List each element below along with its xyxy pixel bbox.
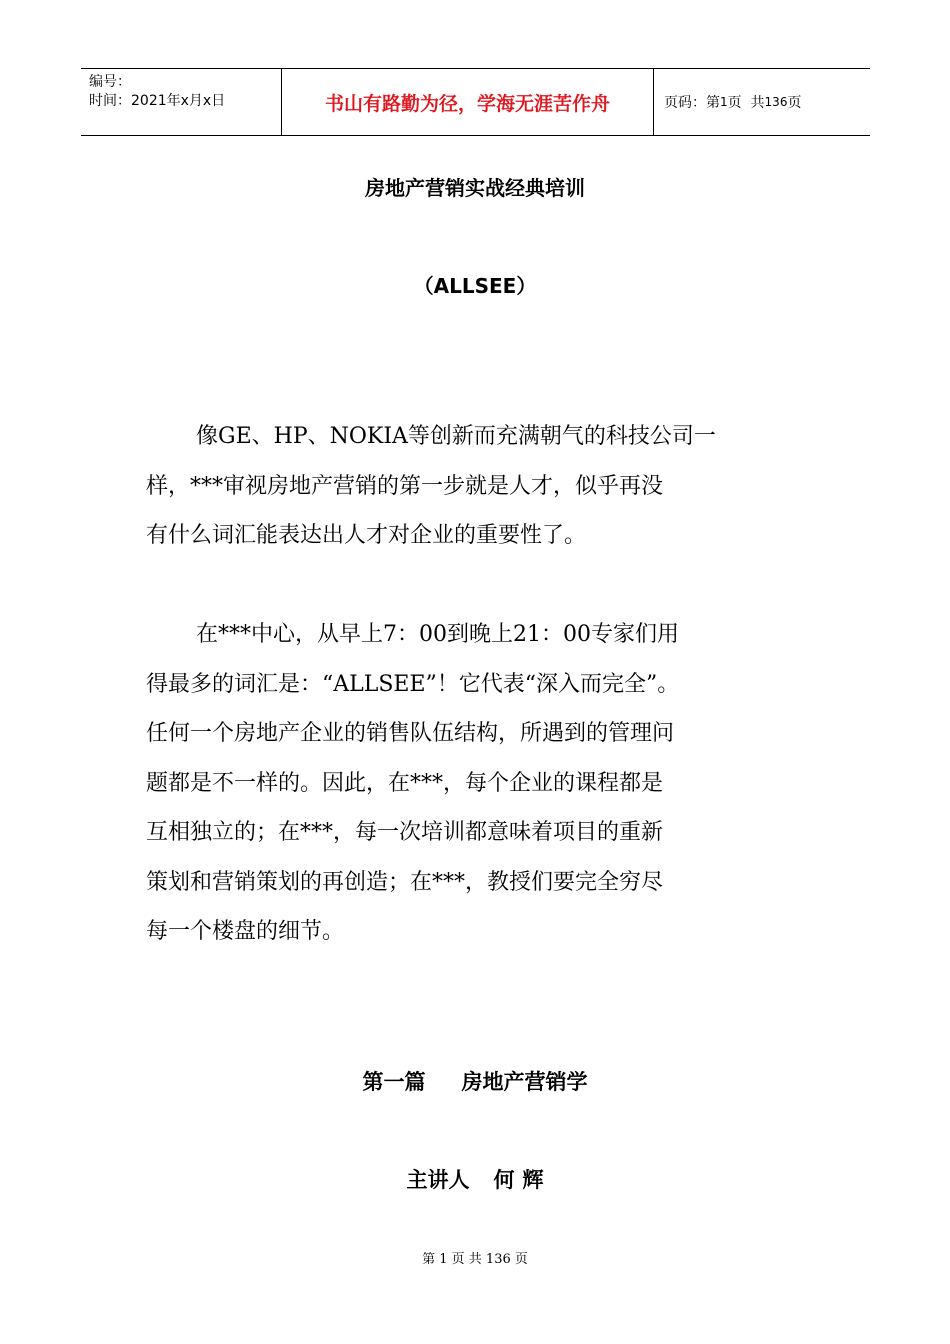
lecturer-name-last: 辉 bbox=[522, 1167, 544, 1192]
chapter-part: 第一篇 bbox=[362, 1070, 426, 1094]
page-header bbox=[81, 68, 870, 136]
number-label: 编号： bbox=[89, 74, 131, 90]
paragraph-line: 互相独立的；在***，每一次培训都意味着项目的重新 bbox=[146, 820, 664, 845]
lecturer-name-first: 何 bbox=[493, 1167, 515, 1192]
paragraph-1 bbox=[146, 412, 786, 561]
paragraph-2 bbox=[146, 610, 786, 957]
time-label: 时间：2021年x月x日 bbox=[89, 93, 226, 109]
page-prefix: 页码：第 bbox=[664, 95, 720, 111]
paragraph-line: 策划和营销策划的再创造；在***，教授们要完全穷尽 bbox=[146, 869, 664, 895]
header-meta bbox=[81, 69, 281, 135]
paragraph-line: 样，***审视房地产营销的第一步就是人才，似乎再没 bbox=[146, 473, 664, 499]
document-title: 房地产营销实战经典培训 bbox=[365, 176, 585, 200]
paragraph-line: 任何一个房地产企业的销售队伍结构，所遇到的管理问 bbox=[146, 721, 675, 746]
paragraph-line: 得最多的词汇是：“ALLSEE”！它代表“深入而完全”。 bbox=[146, 671, 680, 697]
paragraph-line: 像GE、HP、NOKIA等创新而充满朝气的科技公司一 bbox=[196, 424, 716, 449]
page-mid: 页 共 bbox=[727, 95, 765, 111]
chapter-heading bbox=[0, 1066, 950, 1096]
header-page-number bbox=[654, 69, 870, 135]
paragraph-line: 题都是不一样的。因此，在***，每个企业的课程都是 bbox=[146, 770, 664, 796]
chapter-name: 房地产营销学 bbox=[461, 1070, 588, 1094]
paragraph-line: 有什么词汇能表达出人才对企业的重要性了。 bbox=[146, 523, 587, 548]
lecturer-label: 主讲人 bbox=[406, 1167, 470, 1192]
page-current: 1 bbox=[720, 95, 728, 109]
document-subtitle: （ALLSEE） bbox=[413, 274, 537, 298]
header-motto: 书山有路勤为径，学海无涯苦作舟 bbox=[281, 69, 654, 135]
page-footer: 第 1 页 共 136 页 bbox=[422, 1252, 528, 1267]
page-total: 136 bbox=[764, 95, 788, 109]
page-suffix: 页 bbox=[787, 95, 802, 111]
paragraph-line: 每一个楼盘的细节。 bbox=[146, 919, 345, 944]
lecturer-line bbox=[0, 1164, 950, 1194]
paragraph-line: 在***中心，从早上7：00到晚上21：00专家们用 bbox=[196, 622, 679, 647]
